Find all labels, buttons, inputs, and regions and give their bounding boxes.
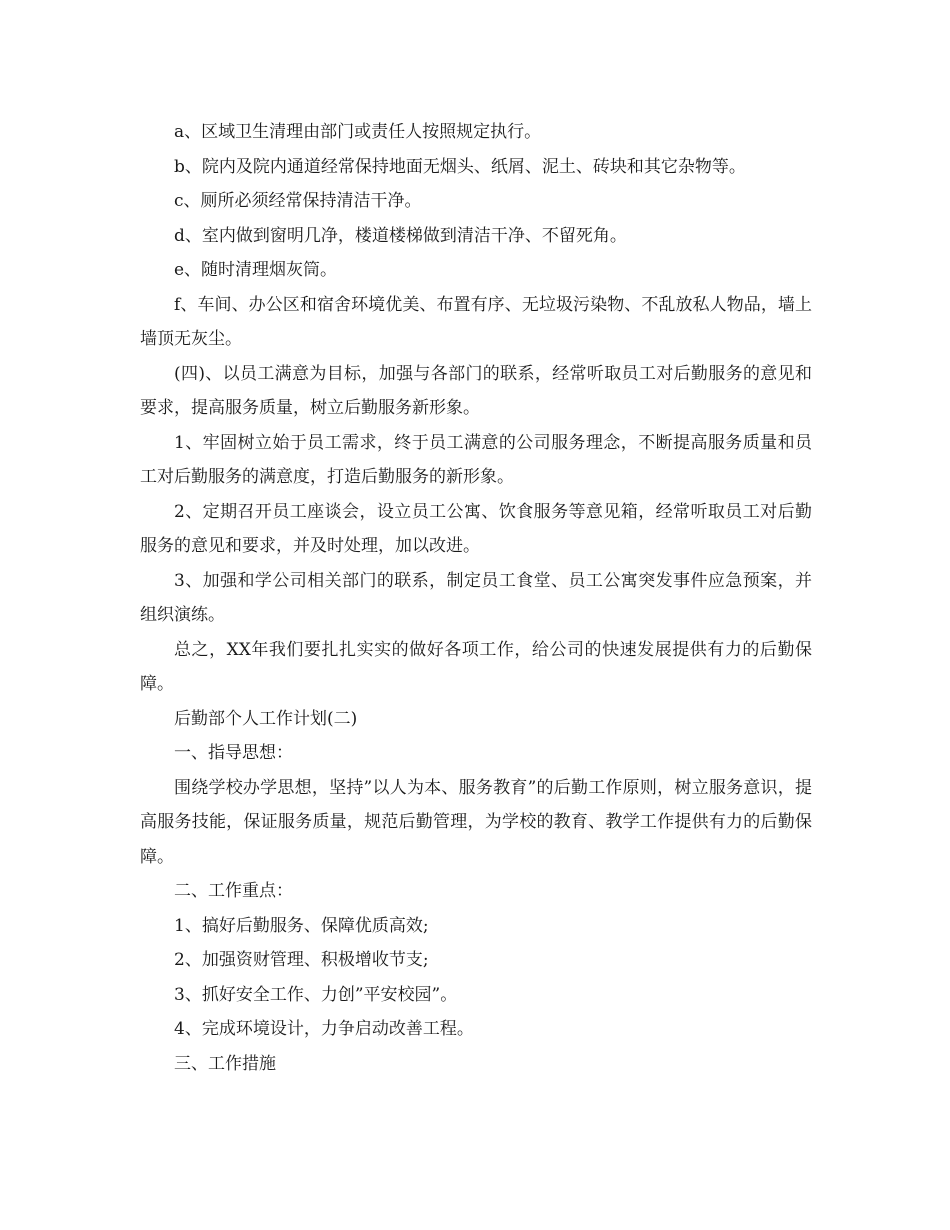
paragraph: b、院内及院内通道经常保持地面无烟头、纸屑、泥土、砖块和其它杂物等。	[174, 156, 746, 177]
paragraph: (四)、以员工满意为目标，加强与各部门的联系，经常听取员工对后勤服务的意见和要求，提高服务质量，树立后勤服务新形象。	[140, 363, 812, 418]
paragraph: 总之，XX年我们要扎扎实实的做好各项工作，给公司的快速发展提供有力的后勤保障。	[140, 639, 812, 694]
list-item: 3、抓好安全工作、力创”平安校园”。	[174, 984, 458, 1005]
list-item: 2、加强资财管理、积极增收节支;	[174, 950, 429, 970]
paragraph: 围绕学校办学思想，坚持”以人为本、服务教育”的后勤工作原则，树立服务意识，提高服务技能，保证服务质量，规范后勤管理，为学校的教育、教学工作提供有力的后勤保障。	[140, 777, 812, 867]
paragraph: 3、加强和学公司相关部门的联系，制定员工食堂、员工公寓突发事件应急预案，并组织演练。	[140, 570, 812, 625]
paragraph: c、厕所必须经常保持清洁干净。	[174, 191, 422, 211]
paragraph: d、室内做到窗明几净，楼道楼梯做到清洁干净、不留死角。	[174, 225, 627, 246]
section-heading: 三、工作措施	[174, 1053, 276, 1074]
document-body	[140, 115, 812, 1081]
paragraph: 2、定期召开员工座谈会，设立员工公寓、饮食服务等意见箱，经常听取员工对后勤服务的意见和要求，并及时处理，加以改进。	[140, 501, 812, 556]
paragraph: a、区域卫生清理由部门或责任人按照规定执行。	[174, 122, 542, 142]
list-item: 4、完成环境设计，力争启动改善工程。	[174, 1019, 474, 1039]
section-heading: 一、指导思想：	[174, 743, 293, 763]
paragraph: e、随时清理烟灰筒。	[174, 260, 338, 280]
section-title: 后勤部个人工作计划(二)	[174, 708, 358, 729]
list-item: 1、搞好后勤服务、保障优质高效;	[174, 915, 429, 936]
section-heading: 二、工作重点：	[174, 881, 293, 901]
paragraph: f、车间、办公区和宿舍环境优美、布置有序、无垃圾污染物、不乱放私人物品，墙上墙顶无灰尘。	[140, 294, 812, 349]
paragraph: 1、牢固树立始于员工需求，终于员工满意的公司服务理念，不断提高服务质量和员工对后勤服务的满意度，打造后勤服务的新形象。	[140, 432, 812, 487]
